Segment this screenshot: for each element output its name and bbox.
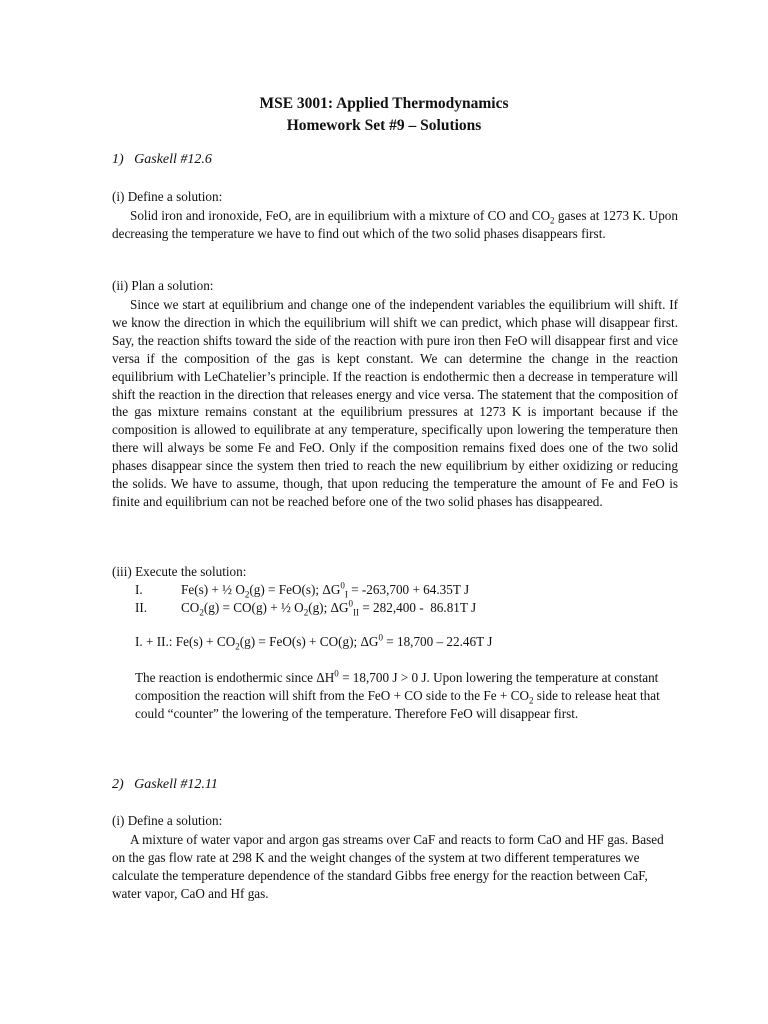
p1-define-text: Solid iron and ironoxide, FeO, are in equilibrium with a mixture of CO and $CO_2$ gases at 1273 K. Upon decreasing the temperature we have to find out which of the two solid phases disappears first.: [112, 208, 678, 241]
equation-1: Fe(s) + ½ $O_2(g) = FeO(s)$; $\Delta G^0_I = -263,700 + 64.35T$ J: [181, 580, 470, 600]
problem-2-heading: 2) Gaskell #12.11: [112, 777, 218, 792]
problem-1-heading: 1) Gaskell #12.6: [112, 152, 212, 167]
equation-2-label: II.: [135, 600, 148, 615]
equation-1-label: I.: [135, 582, 143, 597]
p1-execute-label: (iii) Execute the solution:: [112, 564, 247, 579]
p1-conclusion: The reaction is endothermic since $\Delta H^0 = 18,700$ J > 0 J. Upon lowering the temperature at constant composition the reaction will shift from the FeO + CO side to the $Fe + CO_2$ side to release heat that could “counter” the lowering of the temperature. Therefore FeO will disappear first.: [135, 668, 660, 721]
p1-plan-text: Since we start at equilibrium and change one of the independent variables the equilibrium will shift. If we know the direction in which the equilibrium will shift we can predict, which phase will disappear first. Say, the reaction shifts toward the side of the reaction with pure iron then FeO will disappear first and vice versa if the composition of the gas is kept constant. We can determine the change in the reaction equilibrium with LeChatelier’s principle. If the reaction is endothermic then a decrease in temperature will shift the reaction in the direction that releases energy and vice versa. The statement that the composition of the gas mixture remains constant at the equilibrium pressures at 1273 K is important because if the composition is allowed to equilibrate at any temperature, specifically upon lowering the temperature then there will always be some Fe and FeO. Only if the composition remains fixed does one of the two solid phases disappear since the system then tried to reach the new equilibrium by either oxidizing or reducing the solids. We have to assume, though, that upon reducing the temperature the amount of Fe and FeO is finite and equilibrium can not be reached before one of the two solid phases has disappeared.: [112, 297, 678, 509]
equation-sum: I. + II.: $Fe(s) + CO_2(g) = FeO(s) + CO(g)$; $\Delta G^0 = 18,700 - 22.46T$ J: [135, 632, 493, 652]
p1-plan-label: (ii) Plan a solution:: [112, 278, 214, 293]
p1-define-label: (i) Define a solution:: [112, 189, 223, 204]
document-subtitle: Homework Set #9 – Solutions: [286, 117, 482, 134]
equation-2: $CO_2(g) = CO(g)$ + ½ $O_2(g)$; $\Delta G^0_{II} = 282,400 - 86.81T$ J: [181, 598, 477, 618]
document-title: MSE 3001: Applied Thermodynamics: [259, 95, 509, 112]
p2-define-label: (i) Define a solution:: [112, 813, 223, 828]
p2-define-text: A mixture of water vapor and argon gas streams over CaF and reacts to form CaO and HF gas. Based on the gas flow rate at 298 K and the weight changes of the system at two different temperatures we calculate the temperature dependence of the standard Gibbs free energy for the reaction between CaF, water vapor, CaO and Hf gas.: [112, 832, 664, 901]
